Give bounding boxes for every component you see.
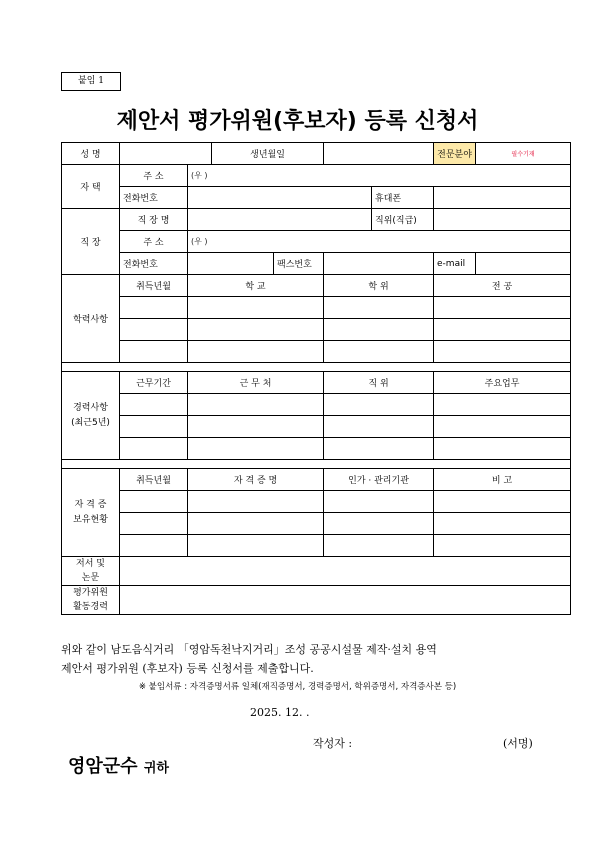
career-label-line2: (최근5년) [71, 417, 110, 428]
education-header: 학 교 [188, 275, 324, 297]
license-row [62, 535, 571, 557]
home-phone-label: 전화번호 [120, 187, 188, 209]
activity-label-line2: 활동경력 [73, 602, 108, 612]
signature-label: (서명) [503, 737, 533, 750]
career-header: 근 무 처 [188, 372, 324, 394]
career-header: 근무기간 [120, 372, 188, 394]
education-row [62, 341, 571, 363]
mobile-field[interactable] [434, 187, 571, 209]
license-label [62, 469, 120, 557]
spacer-row [62, 363, 571, 372]
position-label: 직위(직급) [372, 209, 434, 231]
workplace-label: 직 장 명 [120, 209, 188, 231]
career-row [62, 416, 571, 438]
field-input[interactable] [476, 143, 571, 165]
home-address-label: 주 소 [120, 165, 188, 187]
career-header: 주요업무 [434, 372, 571, 394]
statement [61, 640, 570, 678]
fax-field[interactable] [324, 253, 434, 275]
home-label: 자 택 [62, 165, 120, 209]
addressee-suffix: 귀하 [143, 761, 169, 776]
career-row [62, 438, 571, 460]
papers-label [62, 557, 120, 586]
statement-line2: 제안서 평가위원 (후보자) 등록 신청서를 제출합니다. [61, 662, 314, 675]
license-header: 취득년월 [120, 469, 188, 491]
home-phone-field[interactable] [188, 187, 372, 209]
mobile-label: 휴대폰 [372, 187, 434, 209]
home-zip: (우 ) [191, 171, 208, 180]
license-row [62, 491, 571, 513]
education-header: 전 공 [434, 275, 571, 297]
work-address-label: 주 소 [120, 231, 188, 253]
career-header: 직 위 [324, 372, 434, 394]
license-header: 비 고 [434, 469, 571, 491]
addressee [68, 752, 169, 778]
activity-label [62, 586, 120, 615]
license-label-line2: 보유현황 [73, 514, 108, 525]
name-label: 성 명 [62, 143, 120, 165]
workplace-field[interactable] [188, 209, 372, 231]
page-title: 제안서 평가위원(후보자) 등록 신청서 [116, 109, 479, 134]
education-label: 학력사항 [62, 275, 120, 363]
papers-label-line2: 논문 [81, 573, 100, 583]
addressee-name: 영암군수 [68, 756, 138, 777]
required-note: 필수기재 [511, 151, 535, 158]
license-row [62, 513, 571, 535]
education-header: 학 위 [324, 275, 434, 297]
activity-field[interactable] [120, 586, 571, 615]
license-header: 인가 · 관리기관 [324, 469, 434, 491]
position-field[interactable] [434, 209, 571, 231]
career-label [62, 372, 120, 460]
statement-line1: 위와 같이 남도음식거리 「영암독천낙지거리」조성 공공시설물 제작·설치 용역 [61, 643, 437, 656]
attachment-label: 붙임 1 [61, 72, 121, 91]
fax-label: 팩스번호 [274, 253, 324, 275]
career-label-line1: 경력사항 [73, 402, 108, 413]
work-phone-label: 전화번호 [120, 253, 188, 275]
license-label-line1: 자 격 증 [74, 499, 107, 510]
email-label: e-mail [434, 253, 476, 275]
birth-field[interactable] [324, 143, 434, 165]
education-row [62, 319, 571, 341]
work-label: 직 장 [62, 209, 120, 275]
name-field[interactable] [120, 143, 212, 165]
spacer-row [62, 460, 571, 469]
education-header: 취득년월 [120, 275, 188, 297]
application-form-table [61, 142, 571, 615]
work-address-field[interactable] [188, 231, 571, 253]
education-row [62, 297, 571, 319]
work-phone-field[interactable] [188, 253, 274, 275]
license-header: 자 격 증 명 [188, 469, 324, 491]
work-zip: (우 ) [191, 237, 208, 246]
papers-field[interactable] [120, 557, 571, 586]
papers-label-line1: 저서 및 [76, 559, 105, 569]
career-row [62, 394, 571, 416]
attachment-notice: ※ 붙임서류 : 자격증명서류 일체(재직증명서, 경력증명서, 학위증명서, 자격증사본 등) [138, 682, 457, 692]
author-label: 작성자 : [313, 737, 353, 750]
birth-label: 생년월일 [212, 143, 324, 165]
submission-date: 2025. 12. . [250, 706, 310, 719]
field-label: 전문분야 [434, 143, 476, 165]
home-address-field[interactable] [188, 165, 571, 187]
email-field[interactable] [476, 253, 571, 275]
activity-label-line1: 평가위원 [73, 588, 108, 598]
